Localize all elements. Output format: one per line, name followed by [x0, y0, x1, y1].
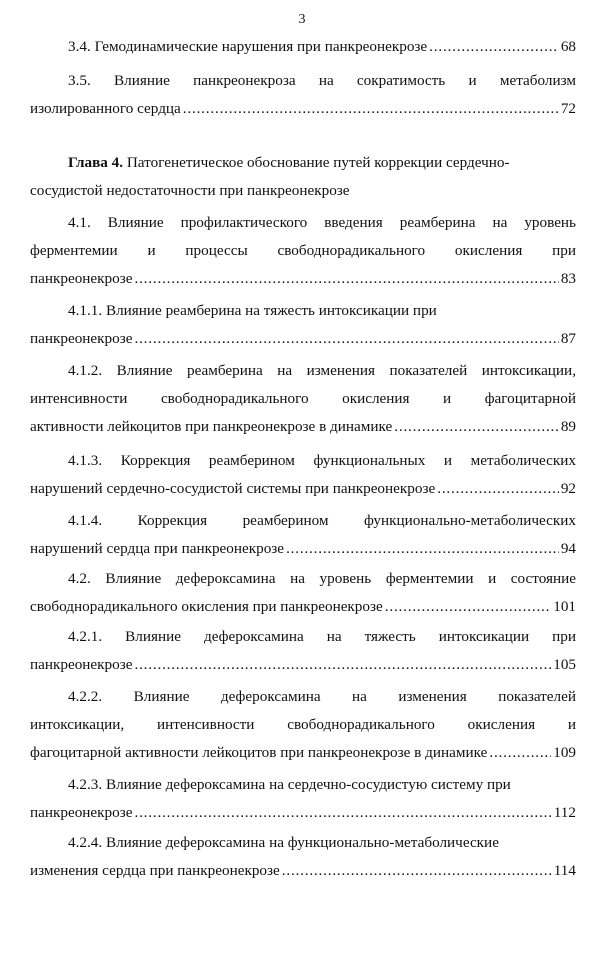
- dot-leader: [429, 34, 559, 60]
- toc-entry-4-1-4[interactable]: [30, 508, 576, 564]
- toc-entry-title: 4.1.3. Коррекция реамберином функциональных и метаболических: [68, 452, 576, 469]
- toc-page-number: 89: [560, 418, 576, 435]
- toc-entry-title: 4.2.2. Влияние дефероксамина на изменения показателей: [68, 688, 576, 705]
- toc-entry-4-2-3[interactable]: [30, 772, 576, 828]
- toc-entry-title-cont: панкреонекрозе: [30, 330, 133, 347]
- toc-entry-title: 4.2.3. Влияние дефероксамина на сердечно-сосудистую систему при: [68, 776, 511, 793]
- chapter-label: Глава 4.: [68, 154, 124, 171]
- toc-page-number: 68: [560, 38, 576, 55]
- toc-entry-title: 3.4. Гемодинамические нарушения при панкреонекрозе: [68, 38, 428, 55]
- toc-page-number: 72: [560, 100, 576, 117]
- toc-page-number: 109: [553, 744, 576, 761]
- toc-entry-title-cont: панкреонекрозе: [30, 656, 133, 673]
- dot-leader: [385, 594, 551, 620]
- chapter-title-cont: сосудистой недостаточности при панкреонекрозе: [30, 182, 350, 199]
- toc-entry-title-cont: нарушений сердца при панкреонекрозе: [30, 540, 285, 557]
- toc-entry-title-cont: панкреонекрозе: [30, 270, 133, 287]
- toc-page-number: 112: [553, 804, 576, 821]
- toc-entry-title: 4.2.1. Влияние дефероксамина на тяжесть интоксикации при: [68, 628, 576, 645]
- page-number: 3: [298, 12, 306, 27]
- toc-entry-title-cont: нарушений сердечно-сосудистой системы при панкреонекрозе: [30, 480, 436, 497]
- toc-entry-title-cont: интоксикации, интенсивности свободнорадикального окисления и: [30, 716, 576, 733]
- toc-entry-4-2-4[interactable]: [30, 830, 576, 886]
- toc-page-number: 94: [560, 540, 576, 557]
- toc-entry-title: 4.2.4. Влияние дефероксамина на функционально-метаболические: [68, 834, 499, 851]
- toc-entry-4-1[interactable]: [30, 210, 576, 294]
- toc-entry-4-1-2[interactable]: [30, 358, 576, 442]
- toc-entry-title-cont: активности лейкоцитов при панкреонекрозе в динамике: [30, 418, 393, 435]
- toc-entry-4-1-3[interactable]: [30, 448, 576, 504]
- toc-page-number: 105: [553, 656, 576, 673]
- toc-page-number: 83: [560, 270, 576, 287]
- toc-entry-3-4[interactable]: [30, 34, 576, 62]
- toc-entry-title: 4.2. Влияние дефероксамина на уровень ферментемии и состояние: [68, 570, 576, 587]
- toc-entry-title: 4.1.2. Влияние реамберина на изменения показателей интоксикации,: [68, 362, 576, 379]
- dot-leader: [489, 740, 551, 766]
- chapter-heading-4[interactable]: [30, 150, 576, 206]
- toc-entry-title: 4.1. Влияние профилактического введения реамберина на уровень: [68, 214, 576, 231]
- toc-page-number: 87: [560, 330, 576, 347]
- dot-leader: [134, 266, 558, 292]
- dot-leader: [437, 476, 559, 502]
- dot-leader: [134, 326, 558, 352]
- toc-page-number: 92: [560, 480, 576, 497]
- dot-leader: [183, 96, 559, 122]
- dot-leader: [134, 652, 551, 678]
- toc-entry-4-2[interactable]: [30, 566, 576, 622]
- toc-entry-4-1-1[interactable]: [30, 298, 576, 354]
- toc-page-number: 114: [553, 862, 576, 879]
- toc-entry-title-cont: интенсивности свободнорадикального окисления и фагоцитарной: [30, 390, 576, 407]
- dot-leader: [134, 800, 551, 826]
- dot-leader: [394, 414, 559, 440]
- toc-entry-title-cont: панкреонекрозе: [30, 804, 133, 821]
- toc-entry-title-cont: изменения сердца при панкреонекрозе: [30, 862, 280, 879]
- chapter-title: Патогенетическое обоснование путей коррекции сердечно-: [126, 154, 510, 171]
- toc-entry-title-cont: изолированного сердца: [30, 100, 181, 117]
- dot-leader: [286, 536, 559, 562]
- dot-leader: [282, 858, 552, 884]
- toc-entry-title: 4.1.4. Коррекция реамберином функционально-метаболических: [68, 512, 576, 529]
- toc-entry-title: 4.1.1. Влияние реамберина на тяжесть интоксикации при: [68, 302, 437, 319]
- toc-entry-3-5[interactable]: [30, 68, 576, 124]
- toc-entry-title-cont: фагоцитарной активности лейкоцитов при панкреонекрозе в динамике: [30, 744, 488, 761]
- toc-entry-title-cont: ферментемии и процессы свободнорадикального окисления при: [30, 242, 576, 259]
- toc-entry-4-2-2[interactable]: [30, 684, 576, 768]
- toc-entry-title: 3.5. Влияние панкреонекроза на сократимость и метаболизм: [68, 72, 576, 89]
- toc-entry-4-2-1[interactable]: [30, 624, 576, 680]
- toc-entry-title-cont: свободнорадикального окисления при панкреонекрозе: [30, 598, 383, 615]
- toc-page-number: 101: [553, 598, 576, 615]
